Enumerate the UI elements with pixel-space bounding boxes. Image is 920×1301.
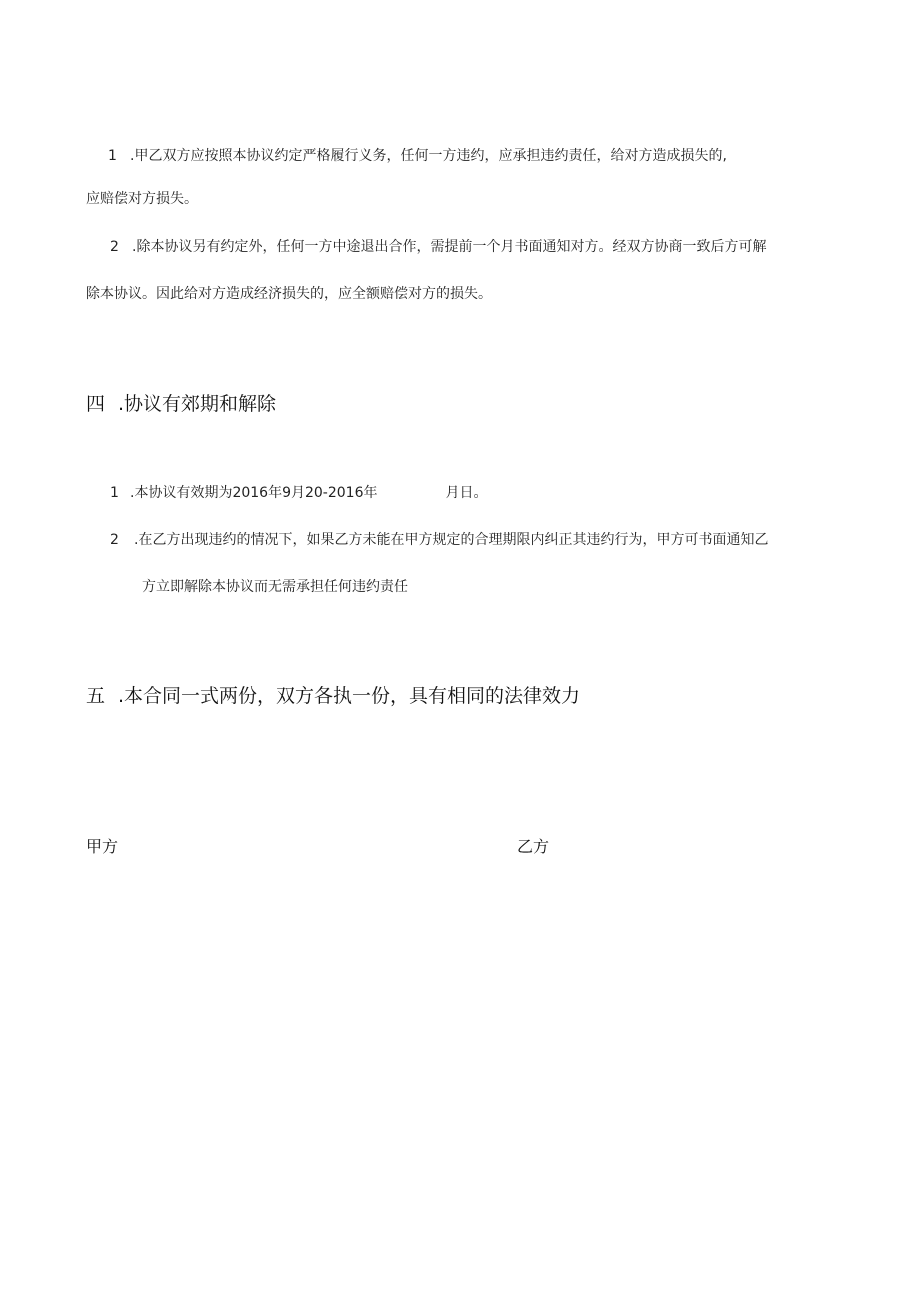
clause-text: .除本协议另有约定外，任何一方中途退出合作，需提前一个月书面通知对方。经双方协商一致后方可解 <box>132 239 767 255</box>
heading-text: .本合同一式两份，双方各执一份，具有相同的法律效力 <box>118 685 581 707</box>
clause-number: 1 <box>110 485 119 501</box>
section-5-heading <box>86 684 580 708</box>
clause-3-1-line2: 应赔偿对方损失。 <box>86 191 198 207</box>
clause-4-2-line2: 方立即解除本协议而无需承担任何违约责任 <box>142 579 408 595</box>
clause-3-1-line1 <box>108 147 727 165</box>
clause-number: 2 <box>110 532 119 548</box>
clause-number: 1 <box>108 148 117 164</box>
heading-number: 四 <box>86 393 106 415</box>
clause-3-2-line1 <box>110 238 766 256</box>
clause-3-2-line2: 除本协议。因此给对方造成经济损失的，应全额赔偿对方的损失。 <box>86 286 492 302</box>
clause-text: .在乙方出现违约的情况下，如果乙方未能在甲方规定的合理期限内纠正其违约行为，甲方可书面通知乙 <box>134 532 769 548</box>
heading-text: .协议有郊期和解除 <box>118 393 277 415</box>
heading-number: 五 <box>86 685 106 707</box>
clause-4-2-line1 <box>110 531 768 549</box>
section-4-heading <box>86 392 276 416</box>
clause-4-1 <box>110 484 487 502</box>
clause-text-end: 月日。 <box>445 485 488 501</box>
clause-number: 2 <box>110 239 119 255</box>
clause-text-start: .本协议有效期为2016年9月20-2016年 <box>130 485 378 501</box>
party-b-label: 乙方 <box>517 837 550 856</box>
party-a-label: 甲方 <box>86 837 119 856</box>
clause-text: .甲乙双方应按照本协议约定严格履行义务，任何一方违约，应承担违约责任，给对方造成损失的, <box>130 148 727 164</box>
